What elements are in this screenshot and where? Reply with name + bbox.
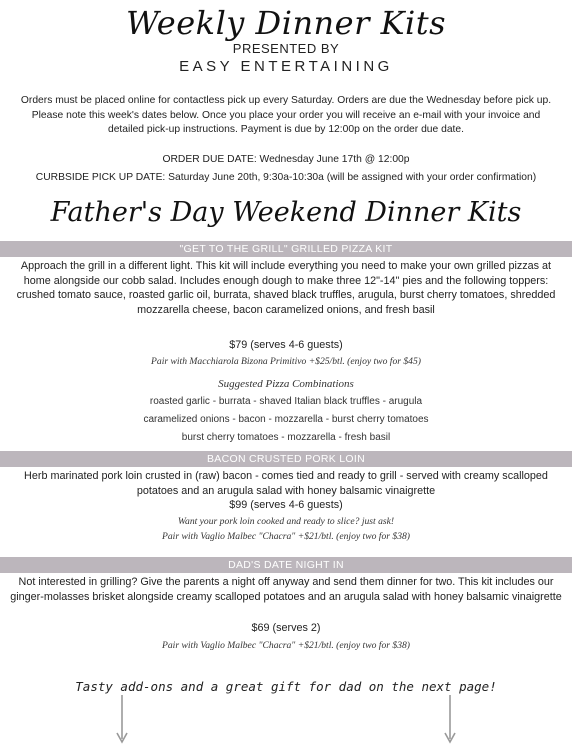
- kit-band-grilled-pizza: "GET TO THE GRILL" GRILLED PIZZA KIT: [0, 241, 572, 257]
- pizza-combos-heading: Suggested Pizza Combinations: [218, 378, 354, 390]
- pizza-combo-item: roasted garlic - burrata - shaved Italian black truffles - arugula: [149, 396, 423, 407]
- section-title: Father's Day Weekend Dinner Kits: [50, 197, 522, 228]
- kit-band-pork-loin: BACON CRUSTED PORK LOIN: [0, 451, 572, 467]
- kit-pairing-grilled-pizza: Pair with Macchiarola Bizona Primitivo +$25/btl. (enjoy two for $45): [151, 356, 421, 367]
- page-title: Weekly Dinner Kits: [126, 4, 446, 42]
- brand-name: EASY ENTERTAINING: [179, 58, 393, 75]
- pickup-date: CURBSIDE PICK UP DATE: Saturday June 20th, 9:30a-10:30a (will be assigned with your order confirmation): [35, 172, 537, 183]
- kit-price-pork-loin: $99 (serves 4-6 guests): [229, 499, 343, 511]
- intro-paragraph: Orders must be placed online for contactless pick up every Saturday. Orders are due the Wednesday before pick up. Please note this week's dates below. Once you place your order you will receive an e-mail with your invoice and detailed pick-up instructions. Payment is due by 12:00p on the order due date.: [20, 95, 552, 135]
- down-arrow-icon: [115, 695, 129, 745]
- kit-band-date-night: DAD'S DATE NIGHT IN: [0, 557, 572, 573]
- kit-pairing-pork-loin: Pair with Vaglio Malbec "Chacra" +$21/btl. (enjoy two for $38): [162, 531, 410, 542]
- kit-description-pork-loin: Herb marinated pork loin crusted in (raw) bacon - comes tied and ready to grill - served with creamy scalloped potatoes and an arugula salad with honey balsamic vinaigrette: [24, 470, 548, 497]
- kit-pairing-date-night: Pair with Vaglio Malbec "Chacra" +$21/btl. (enjoy two for $38): [162, 640, 410, 651]
- kit-description-grilled-pizza: Approach the grill in a different light. This kit will include everything you need to make your own grilled pizzas at home alongside our cobb salad. Includes enough dough to make three 12"-14" pies and the following toppers: crushed tomato sauce, roasted garlic oil, burrata, shaved black truffles, arugula, burst cherry tomatoes, shredded mozzarella cheese, bacon caramelized onions, and fresh basil: [16, 260, 556, 316]
- presented-by: PRESENTED BY: [232, 41, 340, 56]
- pizza-combo-item: burst cherry tomatoes - mozzarella - fresh basil: [181, 432, 391, 443]
- pizza-combo-item: caramelized onions - bacon - mozzarella - burst cherry tomatoes: [143, 414, 429, 425]
- kit-description-date-night: Not interested in grilling? Give the parents a night off anyway and send them dinner for two. This kit includes our ginger-molasses brisket alongside creamy scalloped potatoes and an arugula salad with honey balsamic vinaigrette: [10, 576, 562, 603]
- kit-note-pork-loin: Want your pork loin cooked and ready to slice? just ask!: [177, 516, 395, 527]
- down-arrow-icon: [443, 695, 457, 745]
- kit-price-date-night: $69 (serves 2): [251, 622, 321, 634]
- kit-price-grilled-pizza: $79 (serves 4-6 guests): [229, 339, 343, 351]
- order-due-date: ORDER DUE DATE: Wednesday June 17th @ 12:00p: [162, 154, 410, 165]
- footer-note: Tasty add-ons and a great gift for dad on the next page!: [75, 679, 497, 694]
